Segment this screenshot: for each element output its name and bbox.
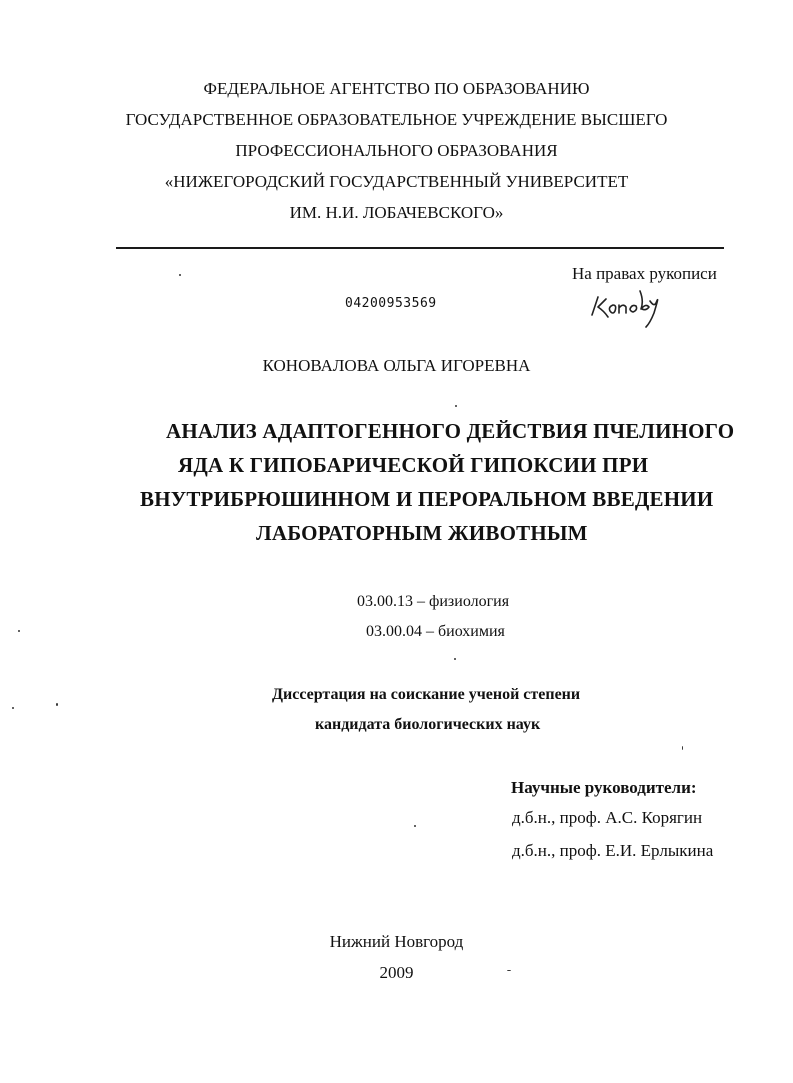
city: Нижний Новгород: [329, 932, 464, 951]
specialty-physiology: 03.00.13 – физиология: [357, 593, 510, 610]
scan-speck: [414, 825, 416, 827]
dissertation-degree-line-1: Диссертация на соискание ученой степени: [272, 686, 581, 703]
handwritten-signature: [586, 283, 666, 331]
author-name: КОНОВАЛОВА ОЛЬГА ИГОРЕВНА: [262, 356, 531, 375]
header-line-institution: ГОСУДАРСТВЕННОЕ ОБРАЗОВАТЕЛЬНОЕ УЧРЕЖДЕНИЕ ВЫСШЕГО: [125, 110, 668, 129]
catalog-number: 04200953569: [345, 296, 437, 311]
scan-speck: [179, 274, 181, 276]
title-line-1: АНАЛИЗ АДАПТОГЕННОГО ДЕЙСТВИЯ ПЧЕЛИНОГО: [166, 419, 735, 443]
scan-speck: [507, 970, 511, 971]
supervisor-koryagin: д.б.н., проф. А.С. Корягин: [512, 808, 703, 827]
header-divider: [116, 247, 724, 249]
supervisors-heading: Научные руководители:: [511, 778, 697, 797]
scan-speck: [455, 405, 457, 407]
title-line-3: ВНУТРИБРЮШИННОМ И ПЕРОРАЛЬНОМ ВВЕДЕНИИ: [140, 487, 714, 511]
scan-speck: [18, 630, 20, 632]
scan-speck: [454, 658, 456, 660]
dissertation-degree-line-2: кандидата биологических наук: [315, 716, 541, 733]
manuscript-rights-label: На правах рукописи: [572, 264, 717, 283]
scan-speck: [12, 707, 14, 709]
scan-speck: [56, 703, 58, 706]
header-line-named-after: ИМ. Н.И. ЛОБАЧЕВСКОГО»: [289, 203, 504, 222]
year: 2009: [379, 963, 414, 982]
specialty-biochemistry: 03.00.04 – биохимия: [366, 623, 505, 640]
header-line-education: ПРОФЕССИОНАЛЬНОГО ОБРАЗОВАНИЯ: [235, 141, 558, 160]
title-line-4: ЛАБОРАТОРНЫМ ЖИВОТНЫМ: [256, 521, 588, 545]
scan-speck: [682, 746, 683, 750]
supervisor-erlykina: д.б.н., проф. Е.И. Ерлыкина: [512, 841, 714, 860]
header-line-agency: ФЕДЕРАЛЬНОЕ АГЕНТСТВО ПО ОБРАЗОВАНИЮ: [203, 79, 590, 98]
header-line-university: «НИЖЕГОРОДСКИЙ ГОСУДАРСТВЕННЫЙ УНИВЕРСИТЕТ: [164, 172, 629, 191]
title-line-2: ЯДА К ГИПОБАРИЧЕСКОЙ ГИПОКСИИ ПРИ: [178, 453, 649, 477]
